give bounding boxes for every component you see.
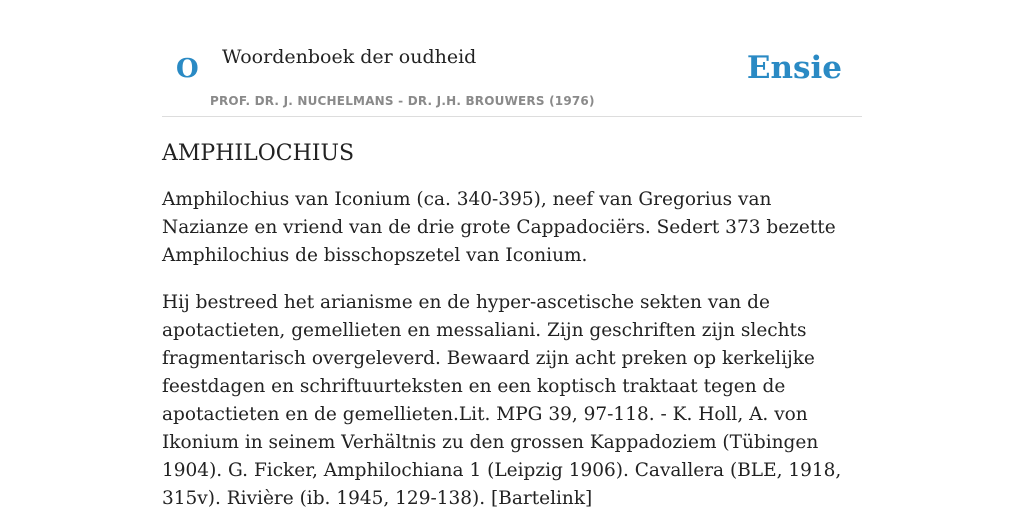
- header: [162, 0, 862, 117]
- authors-subtitle: PROF. DR. J. NUCHELMANS - DR. J.H. BROUWERS (1976): [210, 94, 595, 108]
- brand-logo-link[interactable]: Ensie: [746, 50, 842, 86]
- letter-index-link[interactable]: O: [176, 54, 199, 84]
- page: [162, 0, 862, 513]
- entry-paragraph: Hij bestreed het arianisme en de hyper-ascetische sekten van de apotactieten, gemellieten en messaliani. Zijn geschriften zijn slechts fragmentarisch overgeleverd. Bewaard zijn acht preken op kerkelijke feestdagen en schriftuurteksten en een koptisch traktaat tegen de apotactieten en de gemellieten.Lit. MPG 39, 97-118. - K. Holl, A. von Ikonium in seinem Verhältnis zu den grossen Kappadoziem (Tübingen 1904). G. Ficker, Amphilochiana 1 (Leipzig 1906). Cavallera (BLE, 1918, 315v). Rivière (ib. 1945, 129-138). [Bartelink]: [162, 292, 842, 509]
- book-title-link[interactable]: Woordenboek der oudheid: [222, 46, 477, 68]
- entry-paragraph: Amphilochius van Iconium (ca. 340-395), neef van Gregorius van Nazianze en vriend van de drie grote Cappadociërs. Sedert 373 bezette Amphilochius de bisschopszetel van Iconium.: [162, 189, 836, 266]
- entry-title: AMPHILOCHIUS: [162, 141, 355, 166]
